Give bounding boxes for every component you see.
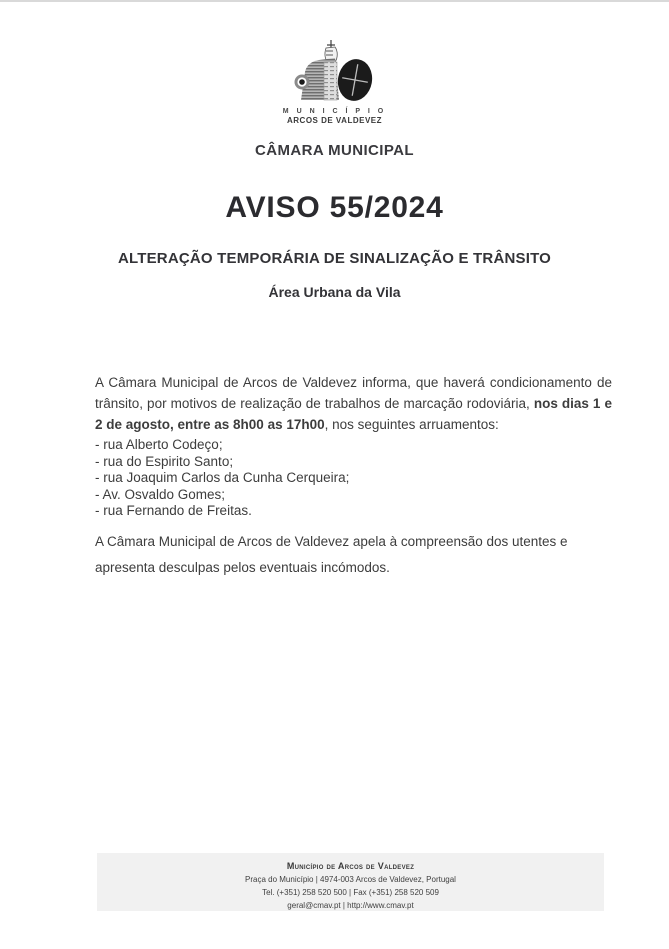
notice-area-subtitle: Área Urbana da Vila — [268, 284, 401, 300]
street-item: - rua do Espirito Santo; — [95, 453, 234, 469]
footer — [97, 853, 604, 911]
intro-paragraph — [95, 372, 612, 435]
footer-org-name: Município de Arcos de Valdevez — [286, 861, 415, 871]
intro-paragraph-segment: nos dias 1 e 2 de agosto, entre as 8h00 as 17h00 — [95, 396, 612, 432]
footer-phones: Tel. (+351) 258 520 500 | Fax (+351) 258 520 509 — [262, 888, 439, 897]
logo-caption-municipio: M U N I C Í P I O — [282, 108, 387, 115]
street-item: - rua Alberto Codeço; — [95, 437, 223, 452]
closing-paragraph: A Câmara Municipal de Arcos de Valdevez apela à compreensão dos utentes e apresenta desculpas pelos eventuais incómodos. — [95, 534, 568, 575]
page-top-edge — [0, 0, 669, 2]
street-list — [95, 437, 612, 520]
municipality-emblem-icon — [293, 38, 377, 102]
footer-email-web: geral@cmav.pt | http://www.cmav.pt — [287, 901, 414, 910]
notice-title: AVISO 55/2024 — [225, 191, 444, 224]
street-item: - Av. Osvaldo Gomes; — [95, 486, 226, 502]
street-item: - rua Joaquim Carlos da Cunha Cerqueira; — [95, 470, 350, 485]
notice-subtitle: ALTERAÇÃO TEMPORÁRIA DE SINALIZAÇÃO E TRÂNSITO — [117, 250, 552, 267]
intro-paragraph-segment: A Câmara Municipal de Arcos de Valdevez informa, que haverá condicionamento de trânsito, por motivos de realização de trabalhos de marcação rodoviária, — [95, 375, 612, 411]
municipality-logo — [0, 38, 669, 125]
logo-caption-arcos: ARCOS DE VALDEVEZ — [286, 116, 383, 125]
intro-paragraph-segment: , nos seguintes arruamentos: — [324, 417, 499, 432]
org-title: CÂMARA MUNICIPAL — [255, 142, 414, 159]
street-item: - rua Fernando de Freitas. — [95, 503, 252, 518]
footer-address: Praça do Município | 4974-003 Arcos de Valdevez, Portugal — [245, 875, 456, 884]
